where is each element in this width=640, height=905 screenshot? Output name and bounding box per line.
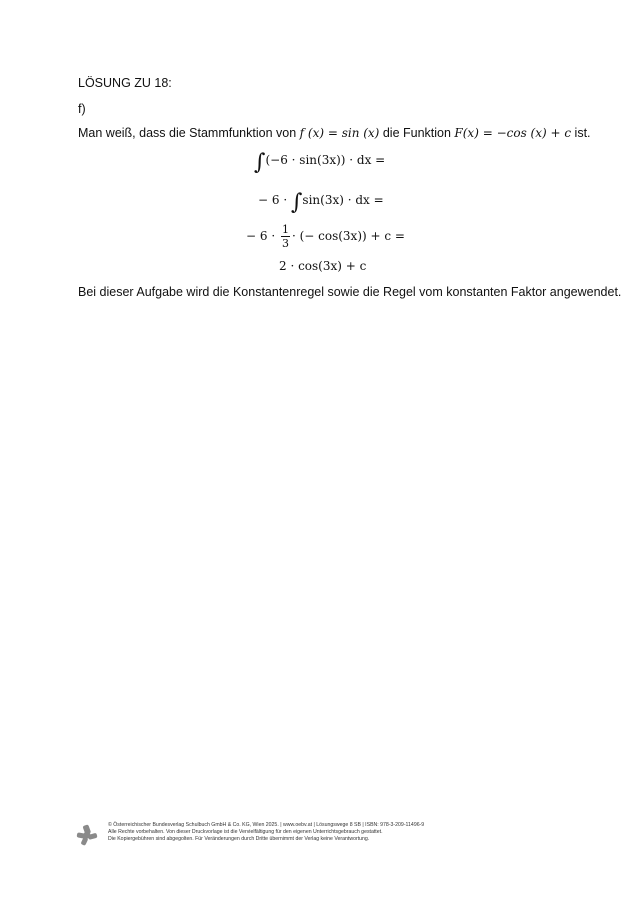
solution-heading: LÖSUNG ZU 18: bbox=[78, 76, 172, 90]
equation-line-3 bbox=[246, 223, 405, 250]
footer-line-1: © Österreichischer Bundesverlag Schulbuch GmbH & Co. KG, Wien 2025. | www.oebv.at | Lösungswege 8 SB | ISBN: 978-3-209-11496-9 bbox=[108, 822, 425, 828]
equation-line-1 bbox=[254, 150, 385, 175]
fraction-denominator: 3 bbox=[281, 237, 289, 250]
intro-f-expression: f (x) = sin (x) bbox=[299, 126, 380, 140]
closing-sentence: Bei dieser Aufgabe wird die Konstantenregel sowie die Regel vom konstanten Faktor angewendet. bbox=[78, 285, 622, 299]
intro-F-expression: F(x) = −cos (x) + c bbox=[454, 126, 572, 140]
footer-line-2: Alle Rechte vorbehalten. Von dieser Druckvorlage ist die Vervielfältigung für den eigenen Unterrichtsgebrauch gestattet. bbox=[108, 829, 383, 836]
intro-text-1: Man weiß, dass die Stammfunktion von bbox=[78, 126, 300, 140]
integral-sign: ∫ bbox=[290, 190, 303, 215]
equation-line-2 bbox=[258, 190, 384, 215]
equation-line-2-body: sin(3x) · dx = bbox=[302, 193, 384, 207]
intro-text-3: ist. bbox=[571, 126, 591, 140]
integral-sign: ∫ bbox=[254, 150, 266, 175]
equation-line-3-body: · (− cos(3x)) + c = bbox=[291, 229, 405, 243]
subpart-label: f) bbox=[78, 102, 86, 116]
fraction-numerator: 1 bbox=[281, 223, 289, 236]
equation-line-1-body: (−6 · sin(3x)) · dx = bbox=[265, 153, 386, 167]
equation-line-3-prefix: − 6 · bbox=[246, 229, 279, 243]
equation-line-4: 2 · cos(3x) + c bbox=[279, 259, 367, 273]
publisher-logo-icon bbox=[76, 824, 98, 846]
footer-copyright bbox=[108, 822, 424, 844]
intro-text-2: die Funktion bbox=[379, 126, 455, 140]
equation-line-2-prefix: − 6 · bbox=[258, 193, 291, 207]
fraction-one-third bbox=[281, 223, 290, 250]
intro-sentence bbox=[78, 126, 591, 140]
footer-line-3: Die Kopiergebühren sind abgegolten. Für Veränderungen durch Dritte übernimmt der Verlag keine Verantwortung. bbox=[108, 836, 370, 843]
